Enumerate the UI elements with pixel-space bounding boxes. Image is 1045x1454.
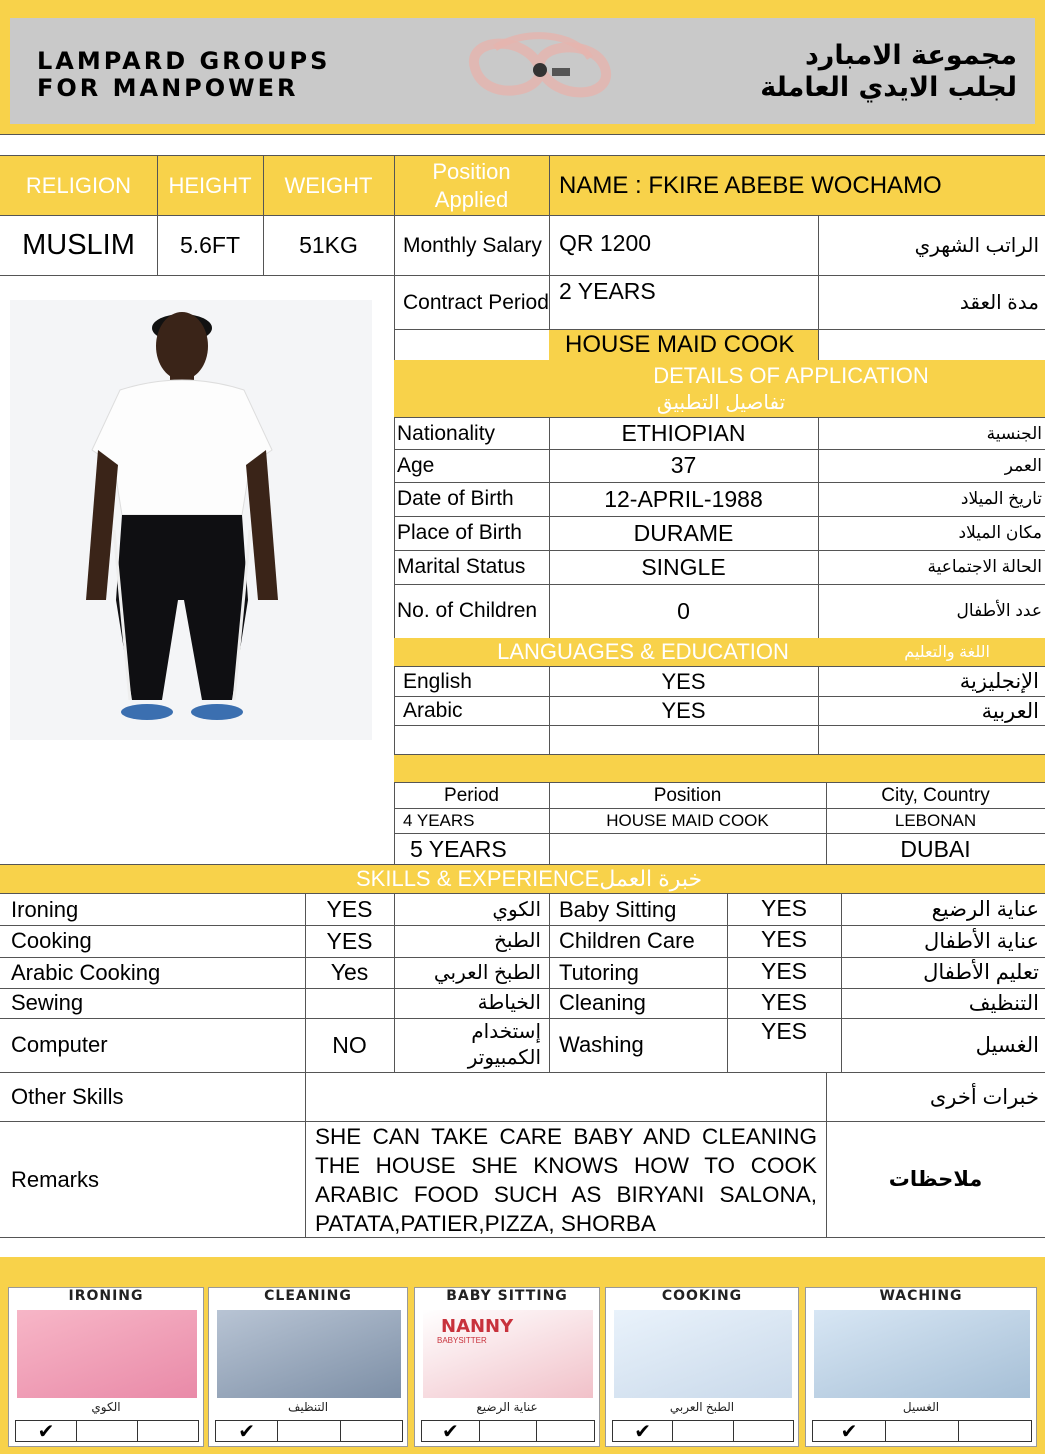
experience-position [549,834,826,864]
skill-value: YES [760,1018,808,1044]
language-label: English [403,669,472,693]
other-skills-label: Other Skills [11,1084,124,1109]
languages-title-ar: اللغة والتعليم [904,644,990,661]
image-title: IRONING [68,1288,144,1304]
divider [841,894,842,1072]
skill-ar: الطبخ [493,930,541,952]
check-box [138,1421,198,1441]
check-icon: ✔ [16,1421,77,1441]
image-ar-label: الطبخ العربي [669,1400,735,1414]
skill-label: Baby Sitting [559,896,677,922]
detail-label: Nationality [397,421,496,445]
contract-period-label: Contract Period [403,291,549,314]
detail-ar: العمر [1004,455,1042,475]
check-row [15,1420,199,1442]
skill-ar: إستخدام الكمبيوتر [467,1021,541,1069]
skill-ar: عناية الأطفال [923,929,1039,953]
remarks-text: SHE CAN TAKE CARE BABY AND CLEANING THE HOUSE SHE KNOWS HOW TO COOK ARABIC FOOD SUCH AS BIRYANI SALONA, PATATA,PATIER,PIZZA, SHORBA [315,1123,817,1236]
detail-value: ETHIOPIAN [621,420,746,446]
experience-position: HOUSE MAID COOK [606,811,769,830]
religion-header: RELIGION [25,172,132,198]
check-box [278,1421,340,1441]
check-box [480,1421,538,1441]
check-box [959,1421,1031,1441]
skill-label: Ironing [11,896,79,922]
other-skills-ar: خبرات أخرى [929,1085,1039,1109]
remarks-label: Remarks [11,1166,100,1192]
experience-period: 5 YEARS [410,835,507,862]
skill-label: Tutoring [559,959,639,985]
divider [394,894,395,1072]
other-skills-value [305,1073,826,1121]
skill-ar: الغسيل [975,1033,1039,1057]
skill-ar: الكوي [492,898,541,921]
candidate-name: NAME : FKIRE ABEBE WOCHAMO [559,171,942,199]
skill-ar: عناية الرضيع [931,898,1039,921]
detail-value: 0 [677,597,690,624]
experience-period-header: Period [444,784,499,806]
weight-header: WEIGHT [284,172,373,198]
skill-label: Sewing [11,990,84,1015]
detail-ar: مكان الميلاد [958,523,1042,542]
detail-label: Place of Birth [397,521,522,544]
religion-value: MUSLIM [22,229,135,261]
position-applied-header: Position Applied [432,158,511,212]
check-row [421,1420,595,1442]
experience-city: LEBONAN [894,811,977,830]
detail-ar: الحالة الاجتماعية [927,557,1042,576]
position-value: HOUSE MAID COOK [565,331,795,358]
image-title: BABY SITTING [446,1288,568,1304]
image-illustration [217,1310,401,1398]
check-box [886,1421,959,1441]
check-icon: ✔ [813,1421,886,1441]
image-subtitle: NANNY [441,1316,514,1337]
company-name-ar: مجموعة الامبارد لجلب الايدي العاملة [760,40,1017,103]
monthly-salary-label: Monthly Salary [403,234,542,257]
skill-image-cooking [605,1287,799,1447]
image-ar-label: الغسيل [902,1400,940,1414]
check-row [812,1420,1032,1442]
skill-ar: الطبخ العربي [433,961,541,984]
experience-city: DUBAI [900,835,971,862]
detail-label: Age [397,453,435,477]
divider [0,134,1045,135]
image-title: CLEANING [264,1288,352,1304]
experience-position-header: Position [653,784,722,806]
divider [549,894,550,1072]
language-value: YES [661,698,706,723]
company-name-en: LAMPARD GROUPS FOR MANPOWER [37,47,331,102]
divider [818,418,819,638]
skill-image-cleaning [208,1287,408,1447]
divider [727,894,728,1072]
skill-ar: الخياطة [477,992,541,1014]
divider [305,894,306,1072]
check-icon: ✔ [422,1421,480,1441]
detail-value: SINGLE [641,553,726,580]
check-box [77,1421,138,1441]
detail-value: DURAME [633,519,734,546]
detail-label: No. of Children [397,599,538,622]
skill-value: YES [326,896,373,922]
skill-value: Yes [330,959,369,985]
check-icon: ✔ [613,1421,673,1441]
image-illustration [423,1310,593,1398]
divider [549,418,550,638]
skill-ar: التنظيف [968,991,1039,1015]
image-title: WACHING [879,1288,963,1304]
detail-ar: تاريخ الميلاد [960,489,1042,508]
experience-city-header: City, Country [881,784,990,806]
height-value: 5.6FT [179,232,241,258]
skill-value: YES [326,927,373,954]
monthly-salary-value: QR 1200 [559,230,652,256]
weight-value: 51KG [299,232,358,258]
detail-label: Marital Status [397,555,526,578]
languages-title-en: LANGUAGES & EDUCATION [497,639,789,664]
language-value: YES [661,668,706,694]
monthly-salary-ar: الراتب الشهري [914,235,1039,257]
image-illustration [614,1310,792,1398]
skill-label: Cleaning [559,990,646,1015]
detail-label: Date of Birth [397,487,514,510]
language-label: Arabic [403,699,463,722]
candidate-photo [10,300,372,740]
image-ar-label: التنظيف [287,1400,329,1414]
detail-value: 12-APRIL-1988 [604,485,763,512]
spacer-band [394,755,1045,782]
contract-period-value: 2 YEARS [559,278,656,304]
experience-period: 4 YEARS [403,811,475,830]
skill-value: YES [760,989,808,1015]
check-box [341,1421,402,1441]
remarks-ar: ملاحظات [888,1168,983,1191]
company-logo [455,28,625,116]
image-illustration [814,1310,1030,1398]
skill-label: Computer [11,1032,108,1057]
image-ar-label: عناية الرضيع [476,1400,538,1414]
check-row [215,1420,403,1442]
skill-image-baby-sitting [414,1287,600,1447]
check-row [612,1420,794,1442]
detail-ar: عدد الأطفال [956,601,1042,620]
check-icon: ✔ [216,1421,278,1441]
skill-value [305,988,394,1018]
image-ar-label: الكوي [91,1400,121,1414]
language-ar: الإنجليزية [959,670,1039,693]
details-title-en: DETAILS OF APPLICATION [653,363,929,388]
skill-label: Washing [559,1032,644,1057]
detail-ar: الجنسية [986,423,1042,443]
header-panel [10,18,1035,124]
details-title-ar: تفاصيل التطبيق [656,391,786,414]
skill-ar: تعليم الأطفال [923,961,1039,984]
skills-title: SKILLS & EXPERIENCEخبرة العمل [356,866,703,891]
height-header: HEIGHT [168,172,252,198]
skill-label: Cooking [11,928,92,953]
image-title: COOKING [661,1288,743,1304]
language-ar: العربية [981,699,1039,723]
skill-image-ironing [8,1287,204,1447]
image-illustration [17,1310,197,1398]
detail-value: 37 [670,452,697,478]
check-box [537,1421,594,1441]
skill-value: YES [760,926,808,952]
check-box [673,1421,733,1441]
skill-value: YES [760,895,808,921]
image-subtitle: BABYSITTER [437,1336,487,1345]
skill-value: NO [332,1031,367,1058]
skill-image-waching [805,1287,1037,1447]
skill-value: YES [760,958,808,984]
skill-label: Children Care [559,928,695,953]
skill-label: Arabic Cooking [11,959,161,985]
contract-period-ar: مدة العقد [959,292,1039,314]
check-box [734,1421,793,1441]
